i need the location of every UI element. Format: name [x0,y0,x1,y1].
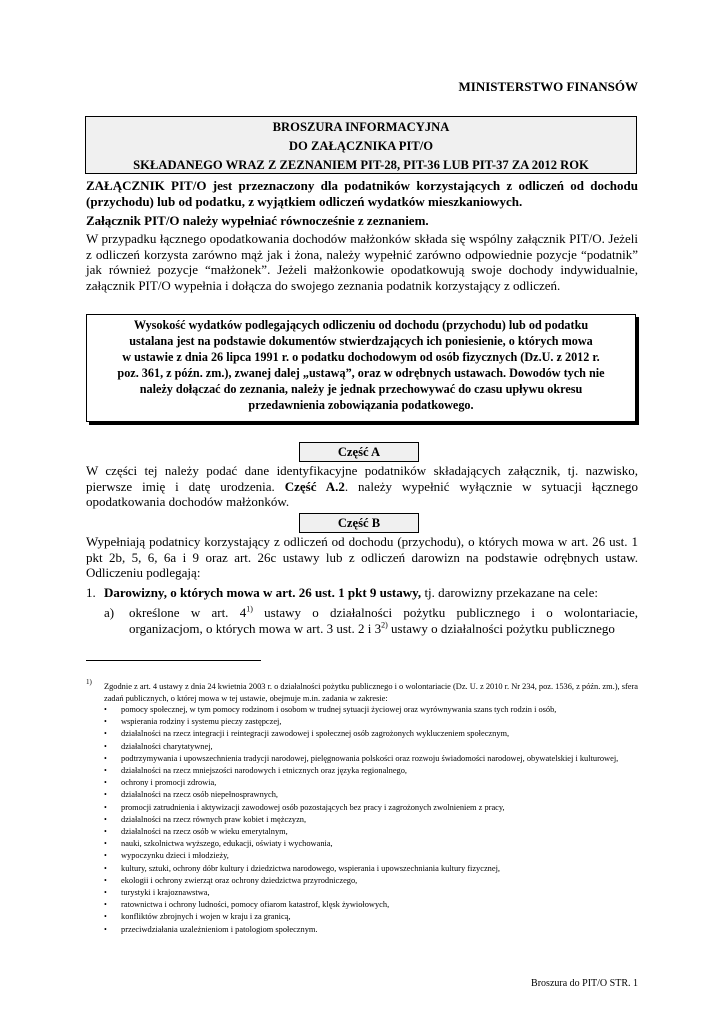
footnote-text: Zgodnie z art. 4 ustawy z dnia 24 kwietnia 2003 r. o działalności pożytku publicznego i o wolontariacie (Dz. U. z 2010 r. Nr 234, poz. 1536, z późn. zm.), sfera zadań publicznych, o której mowa w tej ustawie, obejmuje m.in. zadania w zakresie: [104,682,638,703]
footnote-bullet-text: działalności na rzecz osób w wieku emerytalnym, [121,827,288,837]
bullet-icon: • [104,766,107,776]
footnote-bullet-text: ekologii i ochrony zwierząt oraz ochrony dziedzictwa przyrodniczego, [121,875,358,885]
footnote-bullet-item [104,850,638,862]
part-a-text-before: W części tej należy podać dane identyfikacyjne podatników składających załącznik, tj. nazwisko, pierwsze imię i datę urodzenia. [86,463,638,494]
footnote-bullet-item [104,838,638,850]
notice-line-3: w ustawie z dnia 26 lipca 1991 r. o podatku dochodowym od osób fizycznych (Dz.U. z 2012 r. [122,350,600,364]
footnote-bullet-text: działalności na rzecz mniejszości narodowych i etnicznych oraz języka regionalnego, [121,766,408,776]
bullet-icon: • [104,814,107,824]
part-a-text-after: . należy wypełnić wyłącznie w sytuacji łącznego opodatkowania dochodów małżonków. [86,478,639,510]
footnote-bullet-list [104,704,638,936]
footnote-bullet-item [104,789,638,801]
footnote-bullet-text: ochrony i promocji zdrowia, [121,778,217,788]
part-a-label: Część A [299,442,419,462]
part-b-paragraph: Wypełniają podatnicy korzystający z odliczeń od dochodu (przychodu), o których mowa w art. 26 ust. 1 pkt 2b, 5, 6, 6a i 9 oraz art. 26c ustawy lub z odliczeń darowizn na podstawie odrębnych ustaw. Odliczeniu podlegają: [86,534,638,581]
bullet-icon: • [104,900,107,910]
part-b-item-1-rest: tj. darowizny przekazane na cele: [421,585,599,600]
notice-box [86,314,636,422]
bullet-icon: • [104,802,107,812]
footnote-bullet-item [104,753,638,765]
bullet-icon: • [104,741,107,751]
bullet-icon: • [104,912,107,922]
bullet-icon: • [104,875,107,885]
footnote-bullet-text: działalności charytatywnej, [121,741,213,751]
bullet-icon: • [104,790,107,800]
footnote-bullet-item [104,704,638,716]
title-line-1: BROSZURA INFORMACYJNA [272,120,450,134]
intro-p1-line1: ZAŁĄCZNIK PIT/O jest przeznaczony dla podatników korzystających z odliczeń od dochodu [86,178,638,193]
bullet-icon: • [104,863,107,873]
sub-a-line2-post: ustawy o działalności pożytku publicznego [387,621,615,636]
footnote-bullet-item [104,716,638,728]
footnote-bullet-item [104,728,638,740]
intro-paragraph-3: W przypadku łącznego opodatkowania dochodów małżonków składa się wspólny załącznik PIT/O. Jeżeli z odliczeń korzysta zarówno mąż jak i żona, należy wypełnić zarówno odpowiednie pozycje “podatnik” jak również pozycje “małżonek”. Jeżeli małżonkowie opodatkowują swoje dochody indywidualnie, załącznik PIT/O wypełnia i dołącza do swojego zeznania podatnik korzystający z odliczeń. [86,231,638,293]
part-a-paragraph [86,463,638,510]
notice-line-6: przedawnienia zobowiązania podatkowego. [248,398,474,412]
footnote-marker: 1) [86,678,92,686]
notice-line-4: poz. 361, z późn. zm.), zwanej dalej „ustawą”, oraz w odrębnych ustawach. Dowodów tych nie [117,366,605,380]
ministry-header: MINISTERSTWO FINANSÓW [458,79,638,94]
part-a-text-bold: Część A.2 [284,478,345,494]
bullet-icon: • [104,705,107,714]
footnote-bullet-text: pomocy społecznej, w tym pomocy rodzinom i osobom w trudnej sytuacji życiowej oraz wyrównywania szans tych rodzin i osób, [121,705,557,714]
part-b-item-1 [104,585,638,601]
title-line-2: DO ZAŁĄCZNIKA PIT/O [288,139,434,153]
bullet-icon: • [104,827,107,837]
bullet-icon: • [104,729,107,739]
footnote-bullet-item [104,899,638,911]
footnote-bullet-item [104,924,638,936]
footnote-bullet-text: wypoczynku dzieci i młodzieży, [121,851,229,861]
page-footer: Broszura do PIT/O STR. 1 [531,978,638,989]
part-b-item-1-bold: Darowizny, o których mowa w art. 26 ust. 1 pkt 9 ustawy, [104,585,422,600]
footnote-bullet-text: wspierania rodziny i systemu pieczy zastępczej, [121,717,282,727]
title-line-3: SKŁADANEGO WRAZ Z ZEZNANIEM PIT-28, PIT-36 LUB PIT-37 ZA 2012 ROK [133,158,589,172]
part-b-sub-a-line-2 [129,621,638,637]
footnote-bullet-text: działalności na rzecz osób niepełnosprawnych, [121,790,278,800]
footnote-bullet-text: działalności na rzecz równych praw kobiet i mężczyzn, [121,814,307,824]
footnote-ref-2: 2) [381,620,388,630]
footnote-bullet-item [104,863,638,875]
footnote-ref-1: 1) [246,604,253,614]
footnote-bullet-text: turystyki i krajoznawstwa, [121,888,210,898]
footnote-bullet-item [104,875,638,887]
brochure-title-box [85,116,637,174]
footnote-bullet-text: nauki, szkolnictwa wyższego, edukacji, oświaty i wychowania, [121,839,333,849]
intro-p1-line2: (przychodu) lub od podatku, z wyjątkiem odliczeń wydatków mieszkaniowych. [86,193,523,209]
footnote-bullet-text: działalności na rzecz integracji i reintegracji zawodowej i społecznej osób zagrożonych wykluczeniem społecznym, [121,729,510,739]
bullet-icon: • [104,924,107,934]
footnote-bullet-text: konfliktów zbrojnych i wojen w kraju i za granicą, [121,912,291,922]
sub-a-line2-pre: organizacjom, o których mowa w art. 3 ust. 2 i 3 [129,621,382,636]
footnote-bullet-item [104,765,638,777]
part-b-sub-a-line-1 [129,605,638,621]
bullet-icon: • [104,753,107,763]
notice-line-2: ustalana jest na podstawie dokumentów stwierdzających ich poniesienie, o których mowa [129,334,593,348]
footnote-bullet-item [104,911,638,923]
footnote-bullet-item [104,826,638,838]
notice-line-5: należy dołączać do zeznania, należy je jednak przechowywać do czasu upływu okresu [139,382,583,396]
footnote-bullet-text: kultury, sztuki, ochrony dóbr kultury i dziedzictwa narodowego, wspierania i upowszechniania kultury fizycznej, [121,863,501,873]
part-b-label: Część B [299,513,419,533]
footnote-separator [86,660,261,661]
footnote-bullet-text: przeciwdziałania uzależnieniom i patologiom społecznym. [121,924,318,934]
part-b-item-1-number: 1. [86,585,96,600]
bullet-icon: • [104,717,107,727]
intro-paragraph-1 [86,178,638,209]
intro-paragraph-2: Załącznik PIT/O należy wypełniać równocześnie z zeznaniem. [86,213,429,228]
footnote-bullet-item [104,802,638,814]
notice-line-1: Wysokość wydatków podlegających odliczeniu od dochodu (przychodu) lub od podatku [133,318,589,332]
part-b-sub-a-marker: a) [104,605,115,620]
bullet-icon: • [104,839,107,849]
bullet-icon: • [104,851,107,861]
bullet-icon: • [104,778,107,788]
bullet-icon: • [104,888,107,898]
footnote-bullet-text: ratownictwa i ochrony ludności, pomocy ofiarom katastrof, klęsk żywiołowych, [121,900,390,910]
sub-a-line1-pre: określone w art. 4 [129,605,247,620]
footnote-bullet-text: promocji zatrudnienia i aktywizacji zawodowej osób pozostających bez pracy i zagrożonych zwolnieniem z pracy, [121,802,505,812]
footnote-bullet-item [104,887,638,899]
footnote-bullet-item [104,814,638,826]
footnote-bullet-item [104,741,638,753]
footnote-bullet-item [104,777,638,789]
sub-a-line1-post: ustawy o działalności pożytku publicznego i o wolontariacie, [252,605,639,620]
footnote-bullet-text: podtrzymywania i upowszechnienia tradycji narodowej, pielęgnowania polskości oraz rozwoju świadomości narodowej, obywatelskiej i kulturowej, [121,753,619,763]
